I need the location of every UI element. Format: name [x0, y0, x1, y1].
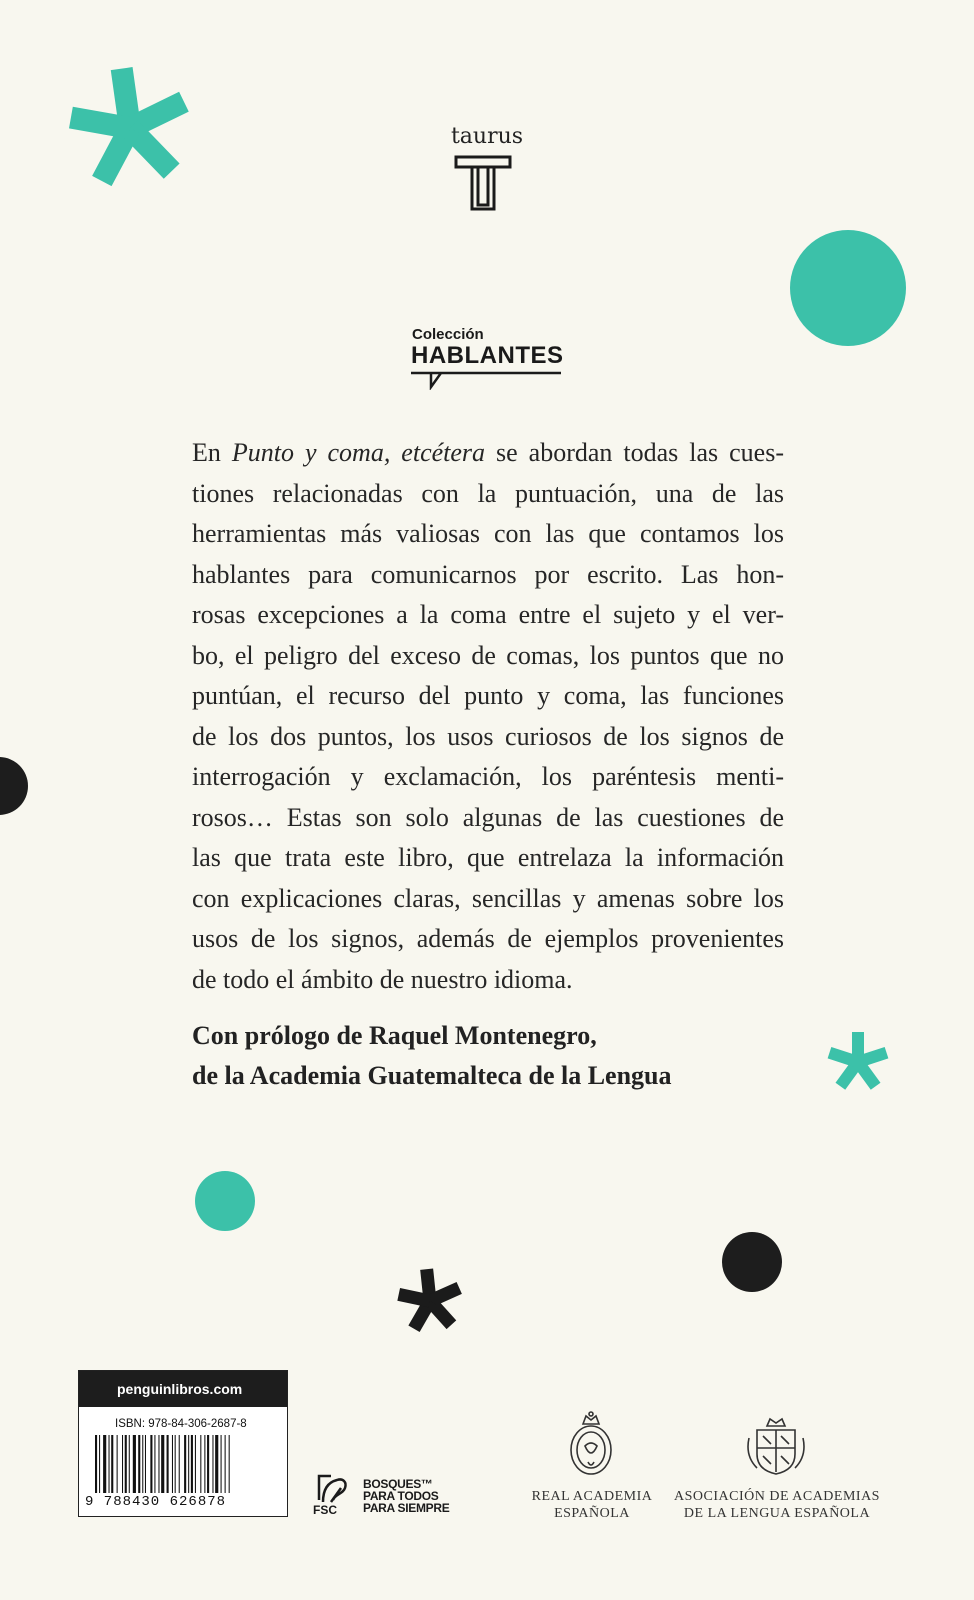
barcode-bar [109, 1435, 110, 1493]
barcode-bar [103, 1435, 106, 1493]
rae-name-line: ESPAÑOLA [554, 1506, 630, 1521]
barcode-bar [133, 1435, 136, 1493]
fsc-slogan-line: PARA SIEMPRE [363, 1501, 450, 1515]
barcode-bar [172, 1435, 173, 1493]
barcode-bar [142, 1435, 143, 1493]
barcode-box [78, 1370, 288, 1517]
barcode-bar [138, 1435, 140, 1493]
barcode-bar [122, 1435, 123, 1493]
barcode-bar [179, 1435, 180, 1493]
synopsis-text [192, 433, 784, 1000]
speech-bubble-underline-icon [411, 370, 563, 390]
barcode-bar [215, 1435, 218, 1493]
ean-digits: 9 788430 626878 [85, 1494, 227, 1510]
synopsis-line: usos de los signos, además de ejemplos provenientes [192, 924, 784, 953]
prologue-line-1: Con prólogo de Raquel Montenegro, [192, 1021, 597, 1050]
synopsis-line: las que trata este libro, que entrelaza la información [192, 843, 784, 872]
synopsis-line: de los dos puntos, los usos curiosos de los signos de [192, 721, 784, 751]
asale-name-line: ASOCIACIÓN DE ACADEMIAS [674, 1489, 880, 1504]
synopsis-line: puntúan, el recurso del punto y coma, las funciones [192, 681, 784, 710]
barcode-bar [200, 1435, 201, 1493]
publisher-name: taurus [450, 124, 524, 149]
asale-name-line: DE LA LENGUA ESPAÑOLA [683, 1506, 871, 1521]
fsc-slogan [363, 1478, 449, 1514]
asale-name [672, 1488, 882, 1522]
collection-name: HABLANTES [411, 342, 564, 369]
rae-crest-icon [566, 1410, 616, 1478]
synopsis-line: hablantes para comunicarnos por escrito. Las hon- [192, 559, 784, 589]
teal-circle-large [790, 230, 906, 346]
barcode-bar [212, 1435, 213, 1493]
barcode-bar [188, 1435, 189, 1493]
fsc-mark: FSC [313, 1503, 337, 1517]
rae-name-line: REAL ACADEMIA [531, 1489, 653, 1504]
barcode-bar [117, 1435, 118, 1493]
barcode-bar [221, 1435, 222, 1493]
asale-crest-icon [743, 1416, 809, 1478]
barcode-bar [207, 1435, 209, 1493]
barcode-bar [229, 1435, 230, 1493]
asterisk-teal-large-icon [68, 66, 192, 190]
barcode-bar [150, 1435, 152, 1493]
barcode-bar [175, 1435, 176, 1493]
synopsis-line: En Punto y coma, etcétera se abordan todas las cues- [192, 438, 784, 467]
asterisk-black-icon [396, 1267, 464, 1335]
barcode-bar [191, 1435, 193, 1493]
barcode-bar [95, 1435, 97, 1493]
synopsis-line: interrogación y exclamación, los paréntesis menti- [192, 762, 784, 791]
prologue-line-2: de la Academia Guatemalteca de la Lengua [192, 1061, 672, 1090]
barcode-bar [145, 1435, 146, 1493]
barcode-bar [154, 1435, 155, 1493]
barcode-bar [167, 1435, 169, 1493]
synopsis-line: de todo el ámbito de nuestro idioma. [192, 964, 573, 994]
synopsis-line: rosas excepciones a la coma entre el sujeto y el ver- [192, 600, 784, 629]
taurus-t-logo-icon [450, 155, 516, 215]
book-title: Punto y coma, etcétera [231, 438, 486, 467]
barcode-bar [99, 1435, 100, 1493]
asterisk-teal-small-icon [826, 1030, 890, 1094]
website-label: penguinlibros.com [79, 1371, 287, 1407]
barcode-bar [204, 1435, 205, 1493]
barcode-bar [125, 1435, 127, 1493]
barcode-bar [225, 1435, 226, 1493]
fsc-slogan-line: BOSQUES™ [363, 1477, 433, 1491]
synopsis-line: herramientas más valiosas con las que contamos los [192, 519, 784, 548]
teal-circle-small [195, 1171, 255, 1231]
isbn-label: ISBN: 978-84-306-2687-8 [115, 1418, 247, 1430]
fsc-slogan-line: PARA TODOS [363, 1489, 439, 1503]
barcode-bar [161, 1435, 164, 1493]
synopsis-line: bo, el peligro del exceso de comas, los puntos que no [192, 640, 784, 670]
barcode-bar [111, 1435, 113, 1493]
barcode-icon [91, 1435, 281, 1497]
synopsis-line: tiones relacionadas con la puntuación, una de las [192, 478, 784, 508]
prologue-credit [192, 1016, 792, 1096]
rae-name [527, 1488, 657, 1522]
barcode-bar [129, 1435, 130, 1493]
black-circle-small [722, 1232, 782, 1292]
synopsis-line: con explicaciones claras, sencillas y amenas sobre los [192, 883, 784, 913]
black-circle-left-edge [0, 757, 28, 815]
synopsis-line: rosos… Estas son solo algunas de las cuestiones de [192, 802, 784, 832]
barcode-bar [184, 1435, 186, 1493]
collection-label: Colección [412, 326, 484, 343]
barcode-bar [158, 1435, 159, 1493]
barcode-bar [195, 1435, 196, 1493]
